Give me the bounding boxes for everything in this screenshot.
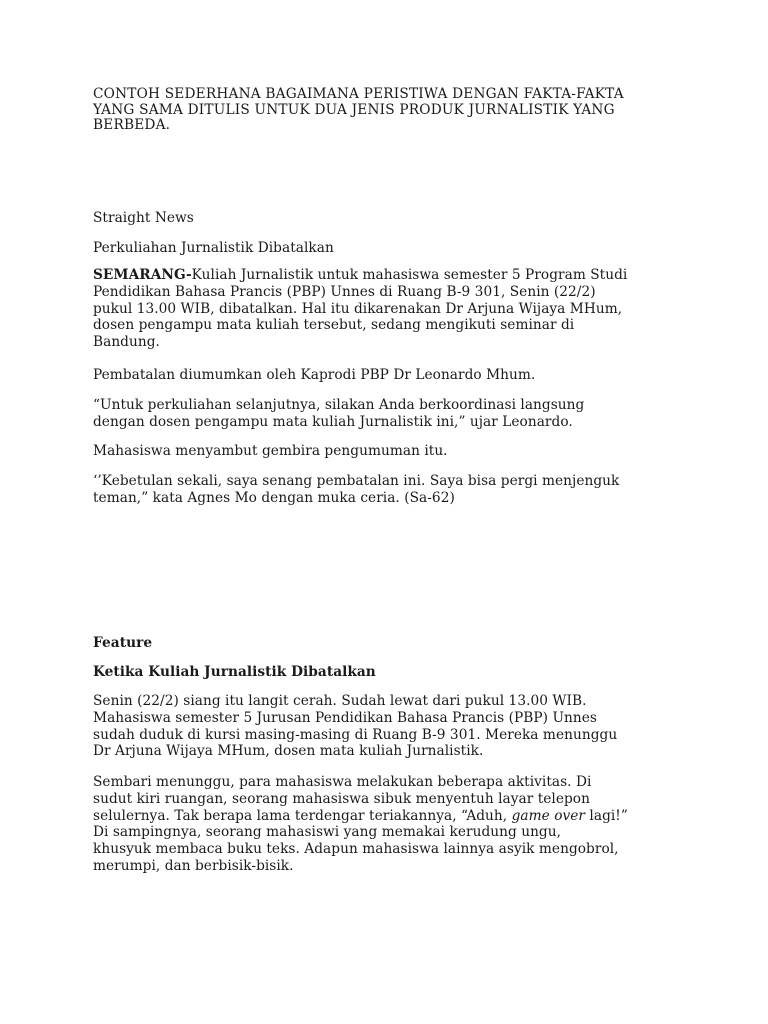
intro-heading: CONTOH SEDERHANA BAGAIMANA PERISTIWA DENGAN FAKTA-FAKTA YANG SAMA DITULIS UNTUK DUA JENIS PRODUK JURNALISTIK YANG BERBEDA. [93, 86, 624, 134]
straight-news-paragraph-2: Pembatalan diumumkan oleh Kaprodi PBP Dr Leonardo Mhum. [93, 367, 536, 383]
straight-news-paragraph-3: “Untuk perkuliahan selanjutnya, silakan Anda berkoordinasi langsung dengan dosen pengampu mata kuliah Jurnalistik ini,” ujar Leonardo. [93, 397, 585, 430]
straight-news-paragraph-4: Mahasiswa menyambut gembira pengumuman itu. [93, 443, 448, 459]
feature-paragraph-2-before: Sembari menunggu, para mahasiswa melakukan beberapa aktivitas. Di sudut kiri ruangan, seorang mahasiswa sibuk menyentuh layar telepon selulernya. Tak berapa lama terdengar teriakannya, “Aduh, [93, 774, 592, 824]
feature-paragraph-2 [93, 774, 693, 875]
paragraph-1-text: Kuliah Jurnalistik untuk mahasiswa semester 5 Program Studi Pendidikan Bahasa Prancis (PBP) Unnes di Ruang B-9 301, Senin (22/2) pukul 13.00 WIB, dibatalkan. Hal itu dikarenakan Dr Arjuna Wijaya MHum, dosen pengampu mata kuliah tersebut, sedang mengikuti seminar di Bandung. [93, 267, 628, 351]
straight-news-paragraph-5: ‘’Kebetulan sekali, saya senang pembatalan ini. Saya bisa pergi menjenguk teman,” kata Agnes Mo dengan muka ceria. (Sa-62) [93, 473, 620, 506]
feature-paragraph-1: Senin (22/2) siang itu langit cerah. Sudah lewat dari pukul 13.00 WIB. Mahasiswa semester 5 Jurusan Pendidikan Bahasa Prancis (PBP) Unnes sudah duduk di kursi masing-masing di Ruang B-9 301. Mereka menunggu Dr Arjuna Wijaya MHum, dosen mata kuliah Jurnalistik. [93, 693, 618, 760]
straight-news-label: Straight News [93, 210, 194, 226]
straight-news-title: Perkuliahan Jurnalistik Dibatalkan [93, 240, 334, 256]
feature-title: Ketika Kuliah Jurnalistik Dibatalkan [93, 664, 376, 680]
dateline: SEMARANG- [93, 267, 192, 283]
feature-paragraph-2-italic: game over [511, 807, 586, 824]
straight-news-paragraph-1 [93, 267, 693, 351]
feature-label: Feature [93, 635, 153, 651]
feature-paragraph-2-after: lagi!” Di sampingnya, seorang mahasiswi yang memakai kerudung ungu, khusyuk membaca buku teks. Adapun mahasiswa lainnya asyik mengobrol, merumpi, dan berbisik-bisik. [93, 807, 628, 874]
